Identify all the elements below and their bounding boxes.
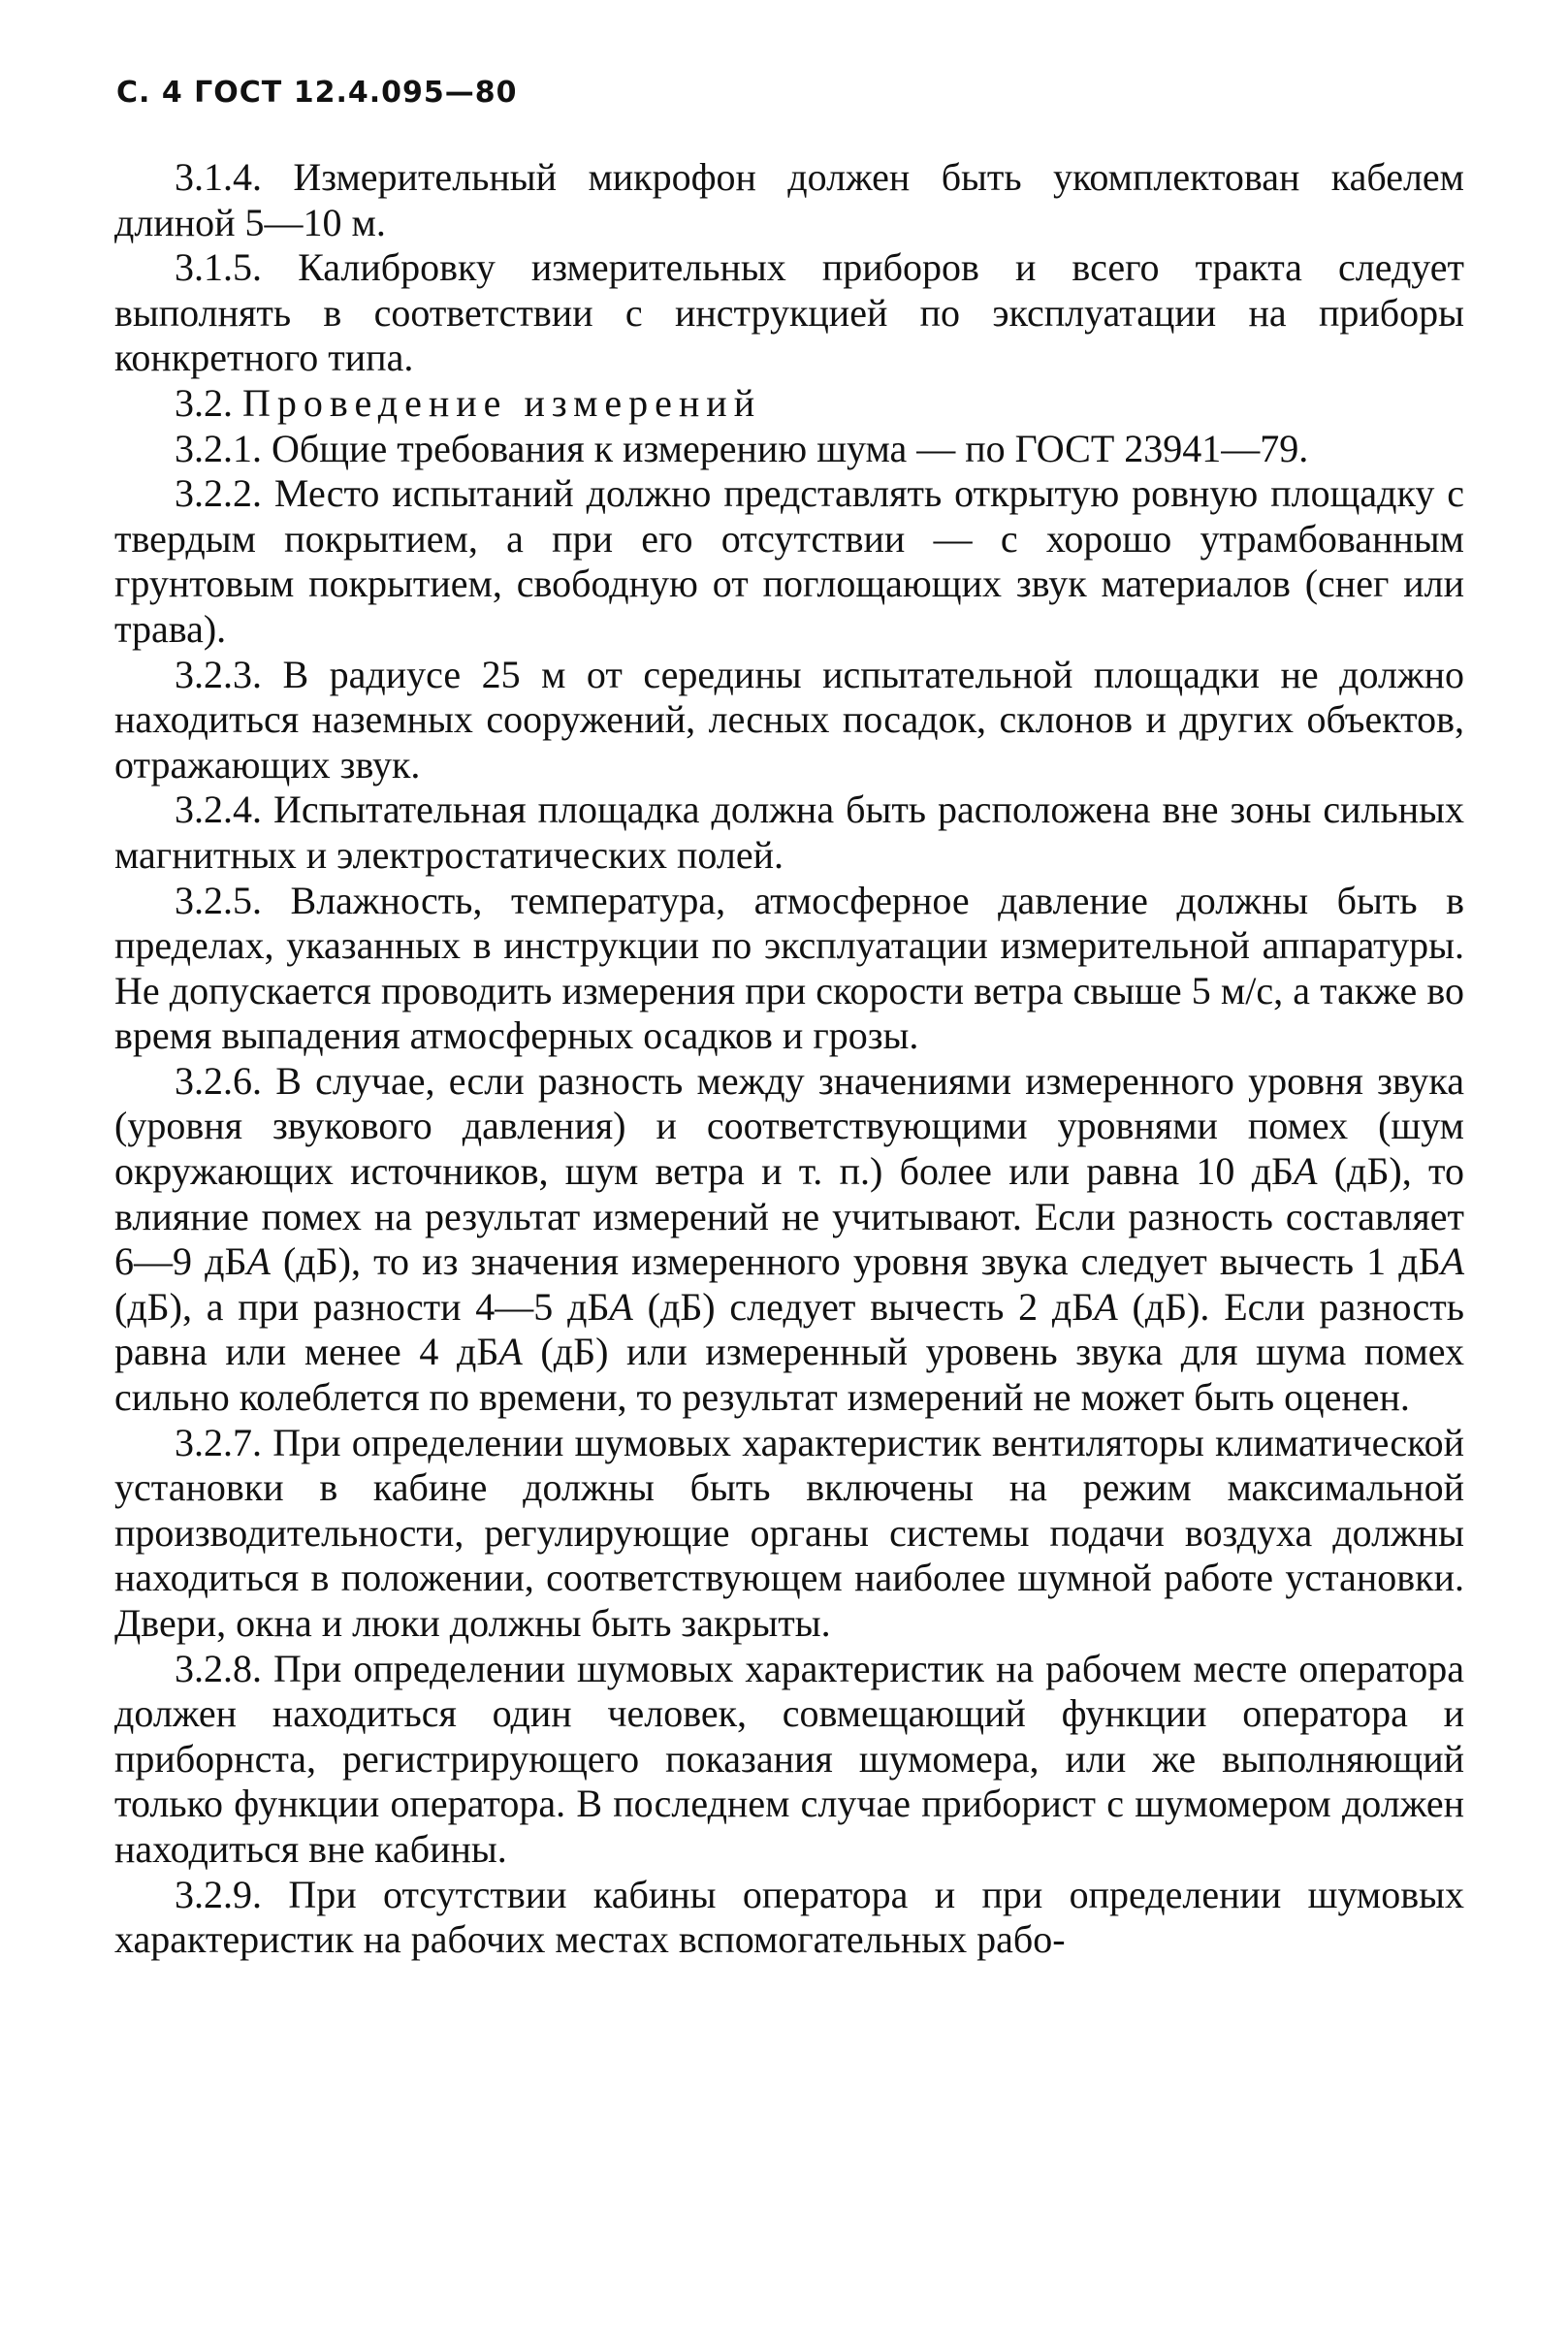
paragraph-text-segment: (дБ) следует вычесть 2 дБ — [632, 1284, 1095, 1329]
unit-letter: А — [1440, 1239, 1464, 1284]
unit-letter: А — [246, 1239, 271, 1284]
body-text — [114, 155, 1464, 1963]
paragraph-text: Общие требования к измерению шума — по ГОСТ 23941—79. — [272, 426, 1309, 470]
paragraph-text-segment: (дБ). Если разность равна или менее 4 дБ — [114, 1284, 1464, 1374]
paragraph-number: 3.2.8. — [175, 1646, 262, 1690]
paragraph-text-segment: (дБ), то из значения измеренного уровня звука следует вычесть 1 дБ — [270, 1239, 1441, 1284]
paragraph-3-2-1 — [114, 427, 1464, 472]
section-heading-3-2 — [114, 381, 1464, 427]
paragraph-3-2-4 — [114, 787, 1464, 878]
paragraph-3-2-5 — [114, 879, 1464, 1059]
unit-letter: А — [609, 1284, 633, 1329]
paragraph-3-2-7 — [114, 1421, 1464, 1647]
paragraph-number: 3.2.4. — [175, 787, 262, 832]
paragraph-text: При отсутствии кабины оператора и при определении шумовых характеристик на рабочих местах вспомогательных рабо- — [114, 1872, 1465, 1962]
paragraph-number: 3.1.5. — [175, 245, 262, 290]
paragraph-text-segment: (дБ), то влияние помех на результат измерений не учитывают. Если разность составляет 6—9 дБ — [114, 1149, 1464, 1284]
paragraph-3-2-6 — [114, 1059, 1464, 1421]
paragraph-3-2-3 — [114, 653, 1464, 788]
paragraph-3-2-8 — [114, 1647, 1464, 1873]
paragraph-number: 3.1.4. — [175, 155, 262, 199]
paragraph-number: 3.2.7. — [175, 1420, 262, 1464]
paragraph-text: При определении шумовых характеристик вентиляторы климатической установки в кабине должны быть включены на режим максимальной производительности, регулирующие органы системы подачи воздуха должны находиться в положении, соответствующем наиболее шумной работе установки. Двери, окна и люки должны быть закрыты. — [114, 1420, 1464, 1645]
paragraph-text: Место испытаний должно представлять открытую ровную площадку с твердым покрытием, а при его отсутствии — с хорошо утрамбованным грунтовым покрытием, свободную от поглощающих звук материалов (снег или трава). — [114, 471, 1464, 651]
paragraph-text: Калибровку измерительных приборов и всего тракта следует выполнять в соответствии с инструкцией по эксплуатации на приборы конкретного типа. — [114, 245, 1465, 380]
paragraph-number: 3.2.9. — [175, 1872, 262, 1916]
running-head: С. 4 ГОСТ 12.4.095—80 — [116, 76, 518, 110]
unit-letter: А — [1094, 1284, 1118, 1329]
paragraph-text: При определении шумовых характеристик на рабочем месте оператора должен находиться один человек, совмещающий функции оператора и приборнста, регистрирующего показания шумомера, или же выполняющий только функции оператора. В последнем случае приборист с шумомером должен находиться вне кабины. — [114, 1646, 1465, 1871]
unit-letter: А — [498, 1330, 523, 1374]
paragraph-3-1-5 — [114, 245, 1464, 381]
section-number: 3.2. — [175, 380, 233, 425]
paragraph-number: 3.2.3. — [175, 652, 262, 696]
unit-letter: А — [1294, 1149, 1318, 1194]
paragraph-text: В радиусе 25 м от середины испытательной площадки не должно находиться наземных сооружений, лесных посадок, склонов и других объектов, отражающих звук. — [114, 652, 1464, 787]
paragraph-text: Испытательная площадка должна быть расположена вне зоны сильных магнитных и электростатических полей. — [114, 787, 1465, 877]
paragraph-number: 3.2.6. — [175, 1058, 262, 1103]
paragraph-text: Влажность, температура, атмосферное давление должны быть в пределах, указанных в инструкции по эксплуатации измерительной аппаратуры. Не допускается проводить измерения при скорости ветра свыше 5 м/с, а также во время выпадения атмосферных осадков и грозы. — [114, 878, 1464, 1058]
paragraph-text: Измерительный микрофон должен быть укомплектован кабелем длиной 5—10 м. — [114, 155, 1464, 244]
paragraph-text-segment: В случае, если разность между значениями измеренного уровня звука (уровня звукового давления) и соответствующими уровнями помех (шум окружающих источников, шум ветра и т. п.) более или равна 10 дБ — [114, 1058, 1464, 1194]
paragraph-3-2-9 — [114, 1873, 1464, 1963]
section-title: Проведение измерений — [242, 380, 762, 425]
paragraph-number: 3.2.2. — [175, 471, 262, 516]
paragraph-3-1-4 — [114, 155, 1464, 245]
paragraph-number: 3.2.1. — [175, 426, 262, 470]
paragraph-number: 3.2.5. — [175, 878, 262, 922]
paragraph-text-segment: (дБ), а при разности 4—5 дБ — [114, 1284, 610, 1329]
paragraph-text-segment: (дБ) или измеренный уровень звука для шума помех сильно колеблется по времени, то результат измерений не может быть оценен. — [114, 1330, 1464, 1420]
paragraph-3-2-2 — [114, 471, 1464, 652]
